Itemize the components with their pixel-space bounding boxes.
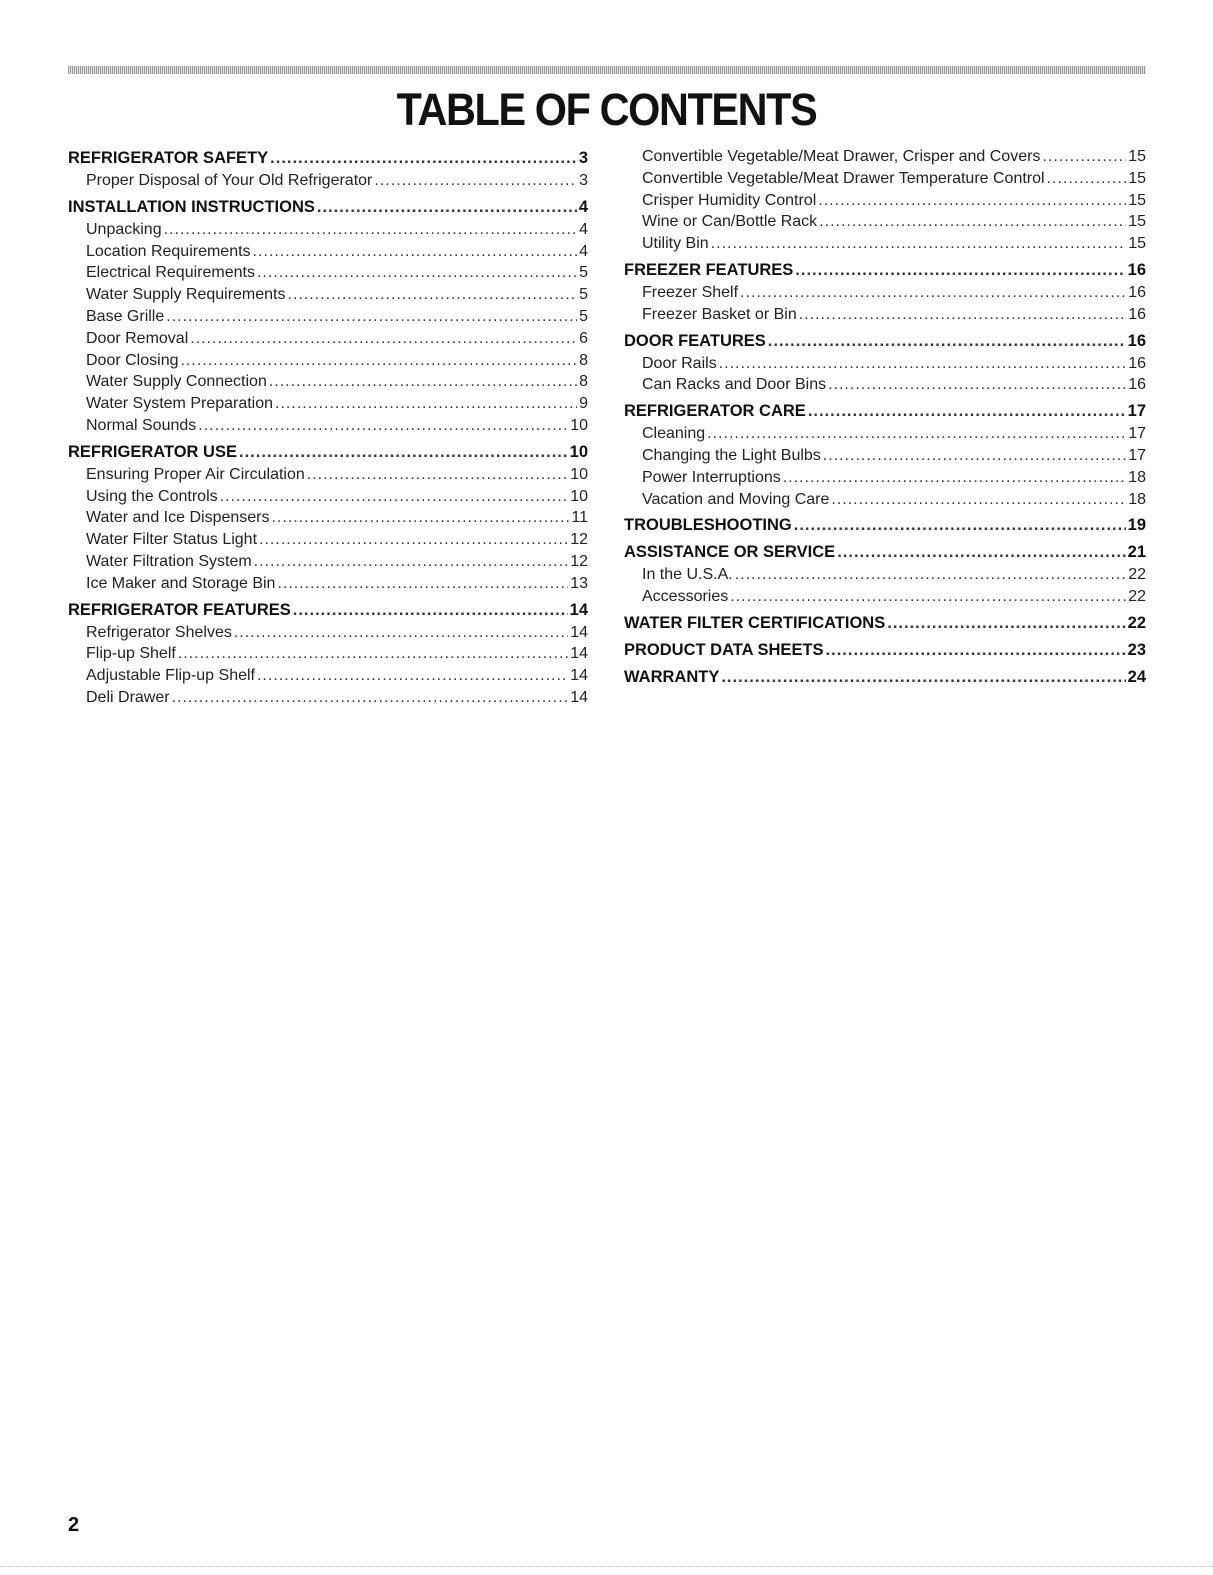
toc-entry-page-number: 5	[579, 286, 588, 304]
dot-leader	[794, 513, 1126, 537]
toc-right-column	[624, 146, 1146, 689]
toc-entry-label: Door Removal	[86, 329, 189, 347]
top-decorative-rule	[68, 66, 1146, 74]
dot-leader	[831, 489, 1126, 511]
toc-entry-label: Freezer Basket or Bin	[642, 305, 797, 323]
toc-section-entry[interactable]	[68, 146, 588, 170]
toc-entry-label: FREEZER FEATURES	[624, 260, 794, 279]
dot-leader	[819, 211, 1126, 233]
dot-leader	[1042, 146, 1126, 168]
dot-leader	[198, 415, 568, 437]
toc-subsection-entry[interactable]	[68, 241, 588, 263]
dot-leader	[783, 467, 1126, 489]
toc-subsection-entry[interactable]	[68, 219, 588, 241]
toc-entry-label: Flip-up Shelf	[86, 645, 176, 663]
toc-subsection-entry[interactable]	[624, 564, 1146, 586]
dot-leader	[239, 440, 568, 464]
toc-entry-label: WATER FILTER CERTIFICATIONS	[624, 613, 886, 632]
toc-subsection-entry[interactable]	[68, 464, 588, 486]
dot-leader	[730, 586, 1126, 608]
toc-section-entry[interactable]	[624, 638, 1146, 662]
toc-section-entry[interactable]	[68, 598, 588, 622]
toc-entry-label: Water and Ice Dispensers	[86, 509, 270, 527]
toc-entry-page-number: 16	[1128, 354, 1146, 372]
toc-entry-page-number: 5	[579, 307, 588, 325]
toc-entry-page-number: 12	[570, 531, 588, 549]
toc-subsection-entry[interactable]	[68, 415, 588, 437]
dot-leader	[271, 507, 569, 529]
toc-section-entry[interactable]	[68, 195, 588, 219]
dot-leader	[740, 282, 1126, 304]
toc-entry-label: TROUBLESHOOTING	[624, 516, 792, 535]
toc-subsection-entry[interactable]	[624, 489, 1146, 511]
dot-leader	[254, 551, 569, 573]
dot-leader	[721, 665, 1125, 689]
toc-entry-label: Deli Drawer	[86, 688, 170, 706]
toc-entry-page-number: 8	[579, 351, 588, 369]
toc-subsection-entry[interactable]	[624, 304, 1146, 326]
toc-subsection-entry[interactable]	[68, 622, 588, 644]
toc-subsection-entry[interactable]	[68, 306, 588, 328]
toc-entry-label: Convertible Vegetable/Meat Drawer Temperature Control	[642, 169, 1045, 187]
toc-entry-page-number: 12	[570, 552, 588, 570]
toc-subsection-entry[interactable]	[68, 643, 588, 665]
toc-entry-page-number: 14	[570, 688, 588, 706]
toc-entry-page-number: 4	[578, 197, 588, 216]
bottom-rule	[0, 1566, 1213, 1568]
toc-entry-label: Water System Preparation	[86, 395, 274, 413]
dot-leader	[799, 304, 1126, 326]
toc-subsection-entry[interactable]	[68, 393, 588, 415]
toc-entry-label: WARRANTY	[624, 667, 720, 686]
toc-subsection-entry[interactable]	[68, 507, 588, 529]
toc-entry-label: Utility Bin	[642, 235, 709, 253]
toc-entry-label: Water Supply Connection	[86, 373, 267, 391]
toc-entry-page-number: 18	[1128, 490, 1146, 508]
toc-entry-page-number: 13	[570, 574, 588, 592]
dot-leader	[826, 638, 1126, 662]
dot-leader	[795, 258, 1125, 282]
dot-leader	[317, 195, 577, 219]
toc-entry-label: Location Requirements	[86, 242, 251, 260]
dot-leader	[374, 170, 577, 192]
toc-entry-page-number: 16	[1128, 305, 1146, 323]
toc-entry-label: Door Closing	[86, 351, 179, 369]
dot-leader	[220, 486, 569, 508]
toc-entry-page-number: 14	[569, 600, 588, 619]
dot-leader	[735, 564, 1126, 586]
toc-entry-page-number: 11	[571, 509, 588, 527]
toc-entry-label: Ice Maker and Storage Bin	[86, 574, 276, 592]
toc-entry-label: Water Supply Requirements	[86, 286, 286, 304]
toc-section-entry[interactable]	[624, 329, 1146, 353]
toc-entry-page-number: 18	[1128, 468, 1146, 486]
toc-entry-page-number: 5	[579, 264, 588, 282]
toc-entry-page-number: 17	[1128, 425, 1146, 443]
dot-leader	[270, 146, 577, 170]
dot-leader	[190, 328, 577, 350]
toc-entry-label: Adjustable Flip-up Shelf	[86, 667, 255, 685]
toc-entry-label: Door Rails	[642, 354, 717, 372]
toc-subsection-entry[interactable]	[624, 190, 1146, 212]
toc-entry-label: Refrigerator Shelves	[86, 623, 232, 641]
dot-leader	[818, 190, 1126, 212]
toc-entry-label: INSTALLATION INSTRUCTIONS	[68, 197, 315, 216]
toc-entry-page-number: 14	[570, 667, 588, 685]
dot-leader	[178, 643, 568, 665]
toc-entry-label: Can Racks and Door Bins	[642, 376, 827, 394]
toc-entry-page-number: 15	[1128, 148, 1146, 165]
toc-subsection-entry[interactable]	[624, 423, 1146, 445]
toc-entry-page-number: 22	[1127, 613, 1146, 632]
dot-leader	[277, 573, 568, 595]
toc-entry-page-number: 16	[1128, 376, 1146, 394]
toc-entry-label: Accessories	[642, 588, 729, 606]
dot-leader	[837, 540, 1125, 564]
toc-entry-label: REFRIGERATOR FEATURES	[68, 600, 291, 619]
toc-entry-label: PRODUCT DATA SHEETS	[624, 640, 824, 659]
toc-subsection-entry[interactable]	[68, 350, 588, 372]
dot-leader	[707, 423, 1126, 445]
toc-subsection-entry[interactable]	[624, 146, 1146, 168]
dot-leader	[259, 529, 568, 551]
toc-entry-page-number: 14	[570, 645, 588, 663]
toc-entry-page-number: 16	[1127, 331, 1146, 350]
toc-entry-page-number: 16	[1127, 260, 1146, 279]
toc-subsection-entry[interactable]	[624, 353, 1146, 375]
dot-leader	[257, 665, 568, 687]
toc-subsection-entry[interactable]	[624, 374, 1146, 396]
dot-leader	[234, 622, 568, 644]
toc-entry-page-number: 10	[570, 465, 588, 483]
dot-leader	[275, 393, 577, 415]
dot-leader	[1047, 168, 1127, 190]
toc-entry-label: Power Interruptions	[642, 468, 781, 486]
toc-entry-label: Freezer Shelf	[642, 283, 739, 301]
toc-subsection-entry[interactable]	[68, 170, 588, 192]
dot-leader	[180, 350, 577, 372]
dot-leader	[808, 399, 1126, 423]
toc-subsection-entry[interactable]	[624, 233, 1146, 255]
toc-entry-label: Proper Disposal of Your Old Refrigerator	[86, 172, 373, 189]
toc-section-entry[interactable]	[624, 665, 1146, 689]
toc-subsection-entry[interactable]	[624, 211, 1146, 233]
toc-section-entry[interactable]	[624, 611, 1146, 635]
toc-entry-page-number: 3	[578, 149, 588, 167]
toc-entry-page-number: 4	[579, 242, 588, 260]
toc-entry-label: Convertible Vegetable/Meat Drawer, Crisper and Covers	[642, 148, 1041, 165]
toc-entry-label: Cleaning	[642, 425, 706, 443]
toc-section-entry[interactable]	[624, 258, 1146, 282]
toc-entry-page-number: 10	[570, 487, 588, 505]
toc-entry-label: Unpacking	[86, 220, 162, 238]
dot-leader	[253, 241, 578, 263]
toc-entry-page-number: 19	[1127, 516, 1146, 535]
toc-entry-label: REFRIGERATOR SAFETY	[68, 149, 269, 167]
toc-entry-label: In the U.S.A.	[642, 566, 733, 584]
toc-entry-page-number: 15	[1128, 169, 1146, 187]
dot-leader	[257, 262, 577, 284]
toc-entry-page-number: 4	[579, 220, 588, 238]
toc-entry-page-number: 10	[570, 416, 588, 434]
toc-subsection-entry[interactable]	[68, 665, 588, 687]
toc-section-entry[interactable]	[68, 440, 588, 464]
page-title: TABLE OF CONTENTS	[396, 84, 817, 135]
toc-entry-page-number: 15	[1128, 191, 1146, 209]
dot-leader	[269, 371, 577, 393]
toc-subsection-entry[interactable]	[624, 445, 1146, 467]
toc-entry-label: Changing the Light Bulbs	[642, 446, 821, 464]
toc-entry-label: Water Filter Status Light	[86, 531, 258, 549]
toc-entry-page-number: 22	[1128, 588, 1146, 606]
dot-leader	[719, 353, 1127, 375]
toc-subsection-entry[interactable]	[68, 486, 588, 508]
toc-subsection-entry[interactable]	[624, 586, 1146, 608]
toc-entry-label: Using the Controls	[86, 487, 218, 505]
toc-entry-label: Crisper Humidity Control	[642, 191, 817, 209]
toc-entry-page-number: 14	[570, 623, 588, 641]
toc-entry-page-number: 17	[1128, 446, 1146, 464]
toc-subsection-entry[interactable]	[68, 328, 588, 350]
toc-subsection-entry[interactable]	[68, 551, 588, 573]
toc-subsection-entry[interactable]	[624, 168, 1146, 190]
toc-entry-page-number: 16	[1128, 283, 1146, 301]
toc-entry-label: ASSISTANCE OR SERVICE	[624, 543, 836, 562]
toc-entry-page-number: 6	[579, 329, 588, 347]
toc-subsection-entry[interactable]	[68, 371, 588, 393]
toc-subsection-entry[interactable]	[68, 284, 588, 306]
toc-entry-page-number: 21	[1127, 543, 1146, 562]
dot-leader	[166, 306, 577, 328]
toc-subsection-entry[interactable]	[68, 262, 588, 284]
page-number: 2	[68, 1514, 80, 1536]
toc-entry-label: Base Grille	[86, 307, 165, 325]
toc-entry-page-number: 24	[1127, 667, 1146, 686]
toc-subsection-entry[interactable]	[624, 467, 1146, 489]
toc-section-entry[interactable]	[624, 540, 1146, 564]
dot-leader	[288, 284, 578, 306]
toc-section-entry[interactable]	[624, 399, 1146, 423]
toc-entry-label: REFRIGERATOR USE	[68, 442, 237, 461]
dot-leader	[887, 611, 1125, 635]
toc-subsection-entry[interactable]	[68, 687, 588, 709]
toc-entry-page-number: 15	[1128, 235, 1146, 253]
dot-leader	[768, 329, 1126, 353]
toc-subsection-entry[interactable]	[68, 573, 588, 595]
dot-leader	[823, 445, 1126, 467]
toc-entry-label: Normal Sounds	[86, 416, 197, 434]
toc-entry-label: Vacation and Moving Care	[642, 490, 830, 508]
toc-entry-page-number: 23	[1127, 640, 1146, 659]
toc-entry-label: REFRIGERATOR CARE	[624, 402, 806, 421]
toc-entry-label: Ensuring Proper Air Circulation	[86, 465, 305, 483]
toc-section-entry[interactable]	[624, 513, 1146, 537]
toc-entry-page-number: 3	[579, 172, 588, 189]
dot-leader	[828, 374, 1126, 396]
toc-entry-page-number: 8	[579, 373, 588, 391]
dot-leader	[307, 464, 568, 486]
toc-subsection-entry[interactable]	[68, 529, 588, 551]
toc-entry-label: Water Filtration System	[86, 552, 252, 570]
toc-left-column	[68, 146, 588, 709]
toc-entry-page-number: 9	[579, 395, 588, 413]
dot-leader	[164, 219, 577, 241]
dot-leader	[172, 687, 569, 709]
toc-subsection-entry[interactable]	[624, 282, 1146, 304]
toc-entry-label: Electrical Requirements	[86, 264, 255, 282]
dot-leader	[293, 598, 568, 622]
dot-leader	[711, 233, 1127, 255]
toc-entry-label: DOOR FEATURES	[624, 331, 766, 350]
toc-entry-page-number: 17	[1127, 402, 1146, 421]
toc-entry-label: Wine or Can/Bottle Rack	[642, 213, 818, 231]
toc-entry-page-number: 15	[1128, 213, 1146, 231]
toc-entry-page-number: 10	[569, 442, 588, 461]
toc-entry-page-number: 22	[1128, 566, 1146, 584]
